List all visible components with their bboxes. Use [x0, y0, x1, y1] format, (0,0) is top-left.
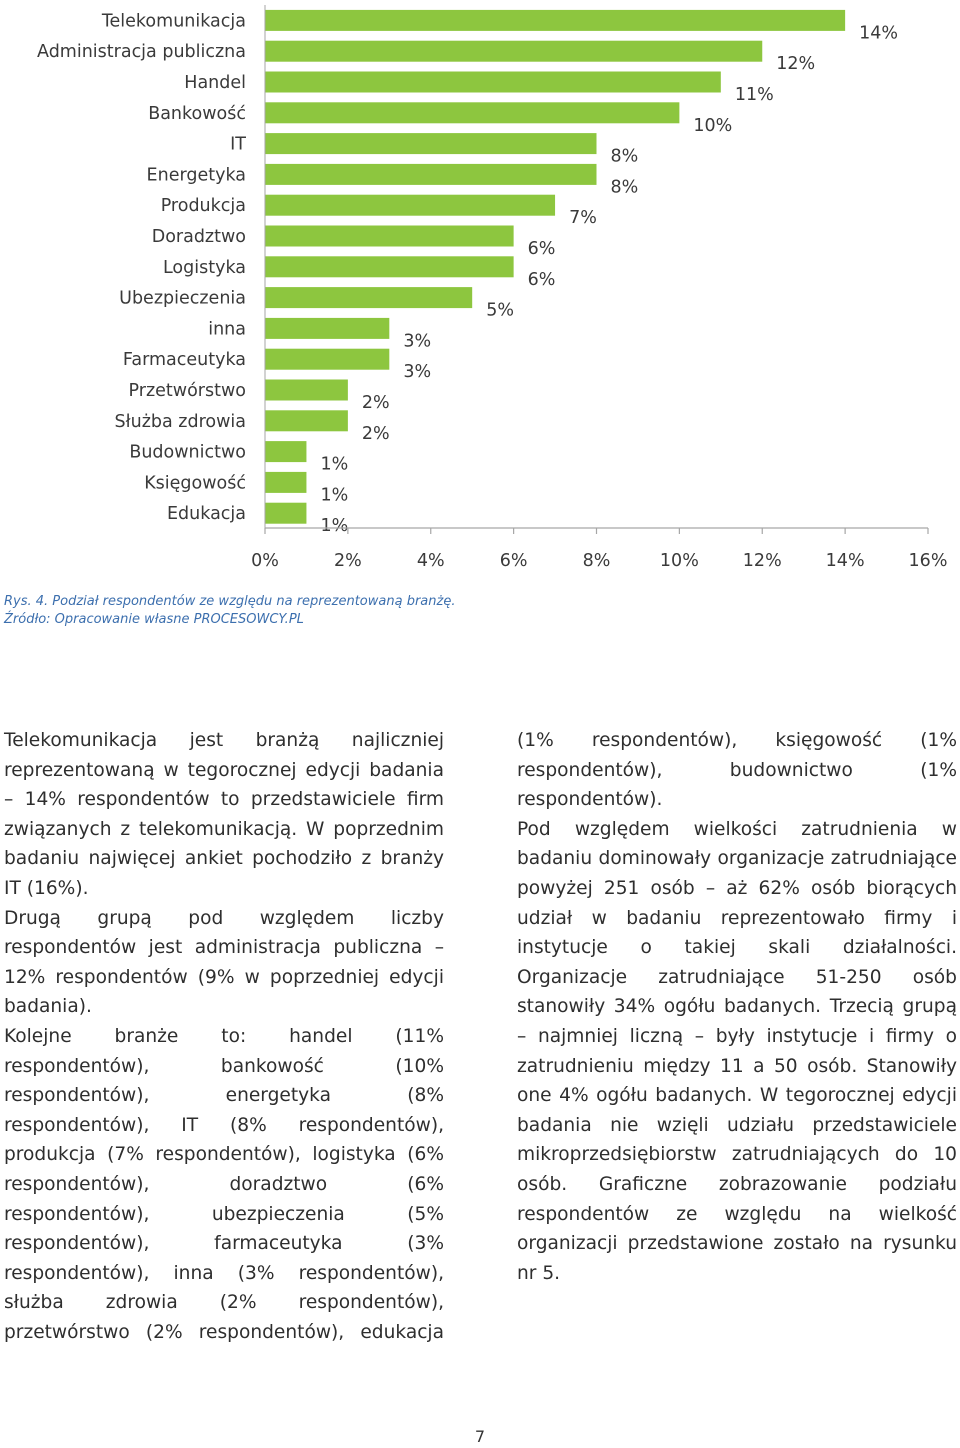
- category-label: Farmaceutyka: [122, 350, 246, 371]
- category-label: Bankowość: [148, 103, 246, 124]
- category-label: Budownictwo: [129, 442, 246, 463]
- x-tick-label: 4%: [416, 551, 445, 571]
- bar: [265, 10, 845, 31]
- bar: [265, 287, 472, 308]
- figure-caption: Rys. 4. Podział respondentów ze względu na reprezentowaną branżę.: [4, 594, 456, 609]
- category-label: Logistyka: [162, 257, 246, 278]
- bar: [265, 164, 597, 185]
- category-label: Energetyka: [146, 165, 246, 186]
- x-tick-label: 0%: [251, 551, 279, 571]
- value-label: 1%: [320, 516, 349, 537]
- paragraph: (1% respondentów), księgowość (1% respondentów), budownictwo (1% respondentów).: [517, 730, 957, 811]
- bar: [265, 72, 721, 93]
- bar: [265, 41, 762, 62]
- value-label: 11%: [734, 85, 774, 105]
- paragraph: Drugą grupą pod względem liczby respondentów jest administracja publiczna – 12% respondentów (9% w poprzedniej edycji badania).: [4, 907, 444, 1018]
- category-label: Ubezpieczenia: [119, 288, 246, 309]
- value-label: 8%: [610, 146, 639, 167]
- bar: [265, 102, 679, 123]
- category-label: Przetwórstwo: [128, 381, 246, 401]
- category-label: Administracja publiczna: [37, 42, 246, 63]
- category-label: Doradztwo: [151, 227, 246, 247]
- bar: [265, 410, 348, 431]
- x-tick-label: 16%: [908, 551, 948, 571]
- bar: [265, 195, 555, 216]
- value-label: 1%: [320, 485, 349, 506]
- x-tick-label: 8%: [582, 551, 611, 571]
- value-label: 12%: [776, 54, 816, 75]
- bar: [265, 318, 389, 339]
- bar: [265, 349, 389, 370]
- category-label: IT: [230, 134, 246, 155]
- value-label: 3%: [403, 362, 432, 383]
- value-label: 2%: [361, 393, 390, 413]
- x-tick-label: 2%: [333, 551, 362, 571]
- bar: [265, 256, 514, 277]
- paragraph: Kolejne branże to: handel (11% respondentów), bankowość (10% respondentów), energetyka (8% respondentów), IT (8% respondentów), produkcja (7% respondentów), logistyka (6% respondentów), doradztwo (6% respondentów), ubezpieczenia (5% respondentów), farmaceutyka (3% respondentów), inna (3% respondentów), służba zdrowia (2% respondentów), przetwórstwo (2% respondentów), edukacja: [4, 1025, 444, 1343]
- paragraph: Telekomunikacja jest branżą najliczniej reprezentowaną w tegorocznej edycji badania – 14% respondentów to przedstawiciele firm związanych z telekomunikacją. W poprzednim badaniu najwięcej ankiet pochodziło z branży IT (16%).: [4, 730, 444, 899]
- value-label: 5%: [486, 300, 514, 321]
- left-column: [4, 726, 444, 1347]
- value-label: 6%: [527, 239, 556, 259]
- category-labels: [37, 11, 246, 524]
- value-label: 14%: [859, 23, 899, 44]
- value-label: 6%: [527, 269, 556, 290]
- bar: [265, 226, 514, 247]
- value-label: 2%: [361, 423, 390, 444]
- category-label: Produkcja: [160, 196, 246, 217]
- value-labels: [320, 23, 898, 536]
- value-label: 10%: [693, 115, 733, 136]
- category-label: Służba zdrowia: [114, 411, 246, 432]
- bar: [265, 503, 306, 524]
- category-label: inna: [208, 319, 246, 340]
- x-tick-label: 10%: [659, 551, 699, 571]
- x-tick-label: 14%: [825, 551, 865, 571]
- bar: [265, 441, 306, 462]
- page-number: 7: [474, 1427, 486, 1446]
- figure-source: Źródło: Opracowanie własne PROCESOWCY.PL: [4, 612, 304, 627]
- value-label: 1%: [320, 454, 349, 475]
- category-label: Telekomunikacja: [101, 11, 246, 32]
- value-label: 8%: [610, 177, 639, 198]
- x-tick-label: 12%: [742, 551, 782, 571]
- bar: [265, 472, 306, 493]
- paragraph: Pod względem wielkości zatrudnienia w badaniu dominowały organizacje zatrudniające powyżej 251 osób – aż 62% osób biorących udział w badaniu reprezentowało firmy i instytucje o takiej skali działalności. Organizacje zatrudniające 51-250 osób stanowiły 34% ogółu badanych. Trzecią grupą – najmniej liczną – były instytucje i firmy o zatrudnieniu między 11 a 50 osób. Stanowiły one 4% ogółu badanych. W tegorocznej edycji badania nie wzięli udziału przedstawiciele mikroprzedsiębiorstw zatrudniających do 10 osób. Graficzne zobrazowanie podziału respondentów ze względu na wielkość organizacji przedstawione zostało na rysunku nr 5.: [517, 818, 957, 1284]
- category-label: Edukacja: [166, 504, 246, 525]
- right-column: [517, 726, 957, 1288]
- category-label: Księgowość: [144, 473, 246, 494]
- value-label: 7%: [569, 208, 597, 229]
- category-label: Handel: [184, 73, 246, 93]
- value-label: 3%: [403, 331, 432, 352]
- bar-chart: [0, 0, 960, 590]
- bar: [265, 380, 348, 401]
- bar: [265, 133, 597, 154]
- x-tick-label: 6%: [499, 551, 528, 571]
